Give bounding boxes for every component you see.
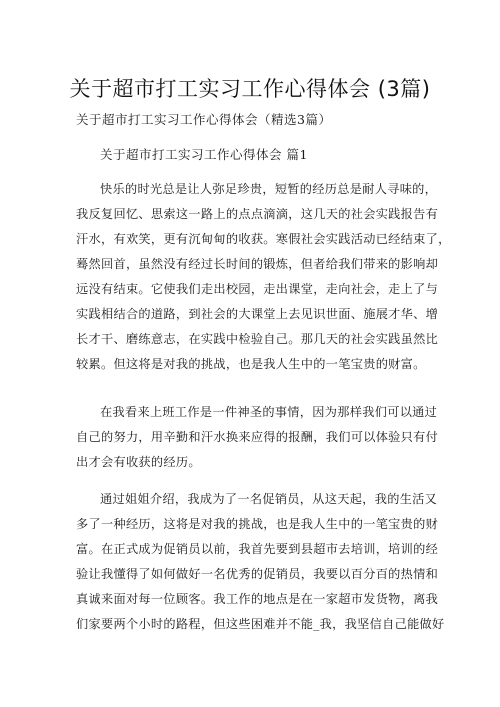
paragraph-line: 在我看来上班工作是一件神圣的事情，因为那样我们可以通过 [100,405,438,419]
paragraph-line: 蓦然回首，虽然没有经过长时间的锻炼，但者给我们带来的影响却 [76,257,439,271]
paragraph-line: 真诚来面对每一位顾客。我工作的地点是在一家超市发货物，离我 [76,592,439,606]
paragraph-2 [76,400,439,475]
paragraph-line: 汗水，有欢笑，更有沉甸甸的收获。寒假社会实践活动已经结束了， [76,232,451,246]
paragraph-line: 通过姐姐介绍，我成为了一名促销员，从这天起，我的生活又 [100,492,438,506]
document-title: 关于超市打工实习工作心得体会 (3篇) [69,77,431,101]
paragraph-line: 验让我懂得了如何做好一名优秀的促销员，我要以百分百的热情和 [76,567,439,581]
paragraph-line: 多了一种经历，这将是对我的挑战，也是我人生中的一笔宝贵的财 [76,517,439,531]
document-subtitle: 关于超市打工实习工作心得体会（精选3篇） [76,112,332,127]
section-heading: 关于超市打工实习工作心得体会 篇1 [100,147,308,162]
paragraph-3 [76,487,445,637]
paragraph-1 [76,177,451,377]
paragraph-line: 自己的努力，用辛勤和汗水换来应得的报酬，我们可以体验只有付 [76,430,439,444]
paragraph-line: 富。在正式成为促销员以前，我首先要到县超市去培训，培训的经 [76,542,439,556]
paragraph-line: 远没有结束。它使我们走出校园，走出课堂，走向社会，走上了与 [76,282,439,296]
paragraph-line: 较累。但这将是对我的挑战，也是我人生中的一笔宝贵的财富。 [76,357,426,371]
paragraph-line: 们家要两个小时的路程，但这些困难并不能_我，我坚信自己能做好 [76,617,445,631]
paragraph-line: 长才干、磨练意志，在实践中检验自己。那几天的社会实践虽然比 [76,332,439,346]
paragraph-line: 实践相结合的道路，到社会的大课堂上去见识世面、施展才华、增 [76,307,439,321]
paragraph-line: 快乐的时光总是让人弥足珍贵，短暂的经历总是耐人寻味的， [100,182,438,196]
paragraph-line: 我反复回忆、思索这一路上的点点滴滴，这几天的社会实践报告有 [76,207,439,221]
paragraph-line: 出才会有收获的经历。 [76,455,201,469]
